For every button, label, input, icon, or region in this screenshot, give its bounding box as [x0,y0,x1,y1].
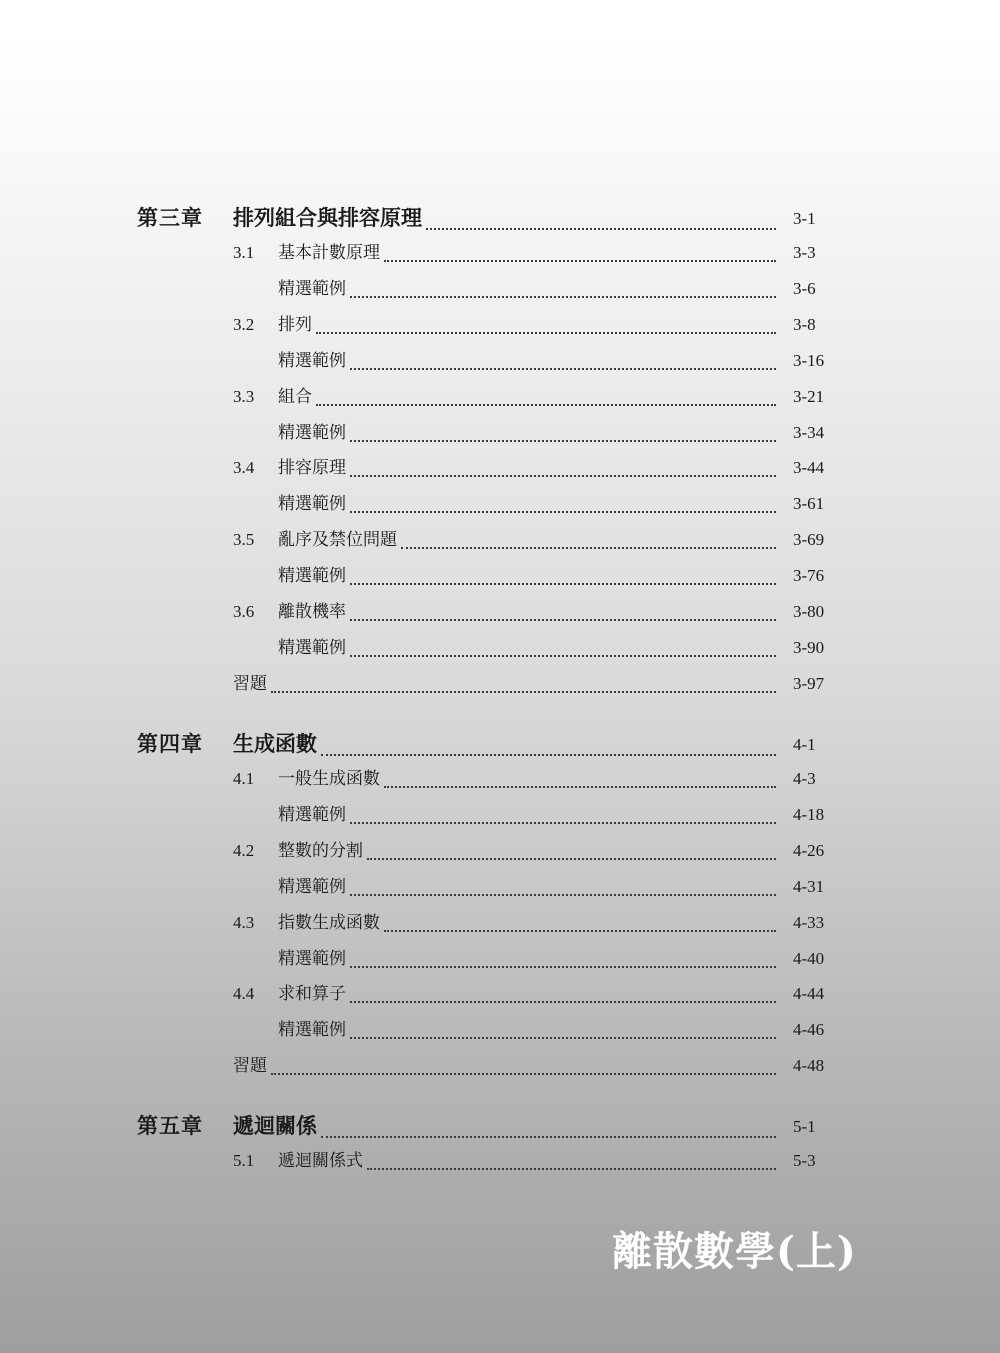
section-row[interactable] [0,597,1000,627]
dot-leader [384,778,776,788]
dot-leader [350,611,776,621]
dot-leader [350,575,776,585]
section-number: 3.5 [233,530,255,550]
entry-title: 組合 [278,386,312,407]
chapter-label: 第五章 [137,1114,203,1138]
dot-leader [316,324,776,334]
dot-leader [367,1160,776,1170]
section-number: 5.1 [233,1151,255,1170]
entry-title: 基本計數原理 [278,243,380,263]
section-number: 4.4 [233,984,255,1004]
examples-row[interactable] [0,800,1000,830]
section-number: 4.2 [233,840,255,860]
page-number: 4-18 [793,804,825,824]
section-row[interactable] [0,525,1000,555]
dot-leader [350,958,776,968]
dot-leader [271,1065,776,1075]
entry-title: 排列 [278,314,312,335]
page-number: 4-46 [793,1020,825,1040]
page-number: 4-33 [793,912,825,932]
dot-leader [350,1029,776,1039]
page-number: 5-1 [793,1117,816,1136]
chapter-title: 排列組合與排容原理 [233,206,422,230]
entry-title: 精選範例 [278,350,346,371]
examples-row[interactable] [0,1015,1000,1045]
examples-row[interactable] [0,418,1000,448]
page-number: 3-80 [793,602,825,621]
section-row[interactable] [0,382,1000,412]
entry-title: 離散機率 [278,602,346,622]
page-number: 3-8 [793,314,816,334]
page-number: 3-6 [793,278,816,298]
section-number: 3.3 [233,386,255,406]
entry-title: 習題 [233,673,267,694]
dot-leader [401,539,776,549]
dot-leader [426,220,776,230]
dot-leader [350,360,776,370]
chapter-row[interactable] [0,1110,1000,1140]
section-number: 3.6 [233,602,255,621]
entry-title: 整數的分割 [278,840,363,861]
section-number: 3.2 [233,314,255,334]
page-number: 3-97 [793,673,825,693]
dot-leader [350,886,776,896]
section-row[interactable] [0,1146,1000,1176]
entry-title: 習題 [233,1056,267,1077]
entry-title: 精選範例 [278,804,346,825]
book-title: 離散數學(上) [612,1228,857,1275]
dot-leader [321,746,776,756]
dot-leader [271,683,776,693]
page-number: 4-44 [793,984,825,1004]
chapter-title: 生成函數 [233,732,317,756]
section-row[interactable] [0,836,1000,866]
entry-title: 精選範例 [278,1020,346,1041]
entry-title: 精選範例 [278,876,346,897]
dot-leader [367,850,776,860]
page-number: 3-3 [793,243,816,262]
page-number: 4-3 [793,769,816,788]
entry-title: 精選範例 [278,494,346,515]
entry-title: 遞迴關係式 [278,1151,363,1171]
examples-row[interactable] [0,872,1000,902]
page-number: 4-1 [793,735,816,754]
dot-leader [350,814,776,824]
entry-title: 精選範例 [278,422,346,443]
page-number: 4-48 [793,1056,825,1076]
dot-leader [350,993,776,1003]
dot-leader [350,647,776,657]
page-number: 3-34 [793,422,825,442]
entry-title: 一般生成函數 [278,769,380,789]
page-number: 3-21 [793,386,825,406]
page-number: 3-90 [793,637,825,657]
entry-title: 求和算子 [278,984,346,1005]
section-row[interactable] [0,979,1000,1009]
section-row[interactable] [0,238,1000,268]
examples-row[interactable] [0,274,1000,304]
dot-leader [384,922,776,932]
entry-title: 亂序及禁位問題 [278,530,397,551]
section-row[interactable] [0,908,1000,938]
exercise-row[interactable] [0,1051,1000,1081]
page-number: 3-61 [793,494,825,514]
examples-row[interactable] [0,633,1000,663]
examples-row[interactable] [0,944,1000,974]
page-number: 3-44 [793,458,825,478]
entry-title: 精選範例 [278,278,346,299]
section-row[interactable] [0,453,1000,483]
section-number: 4.1 [233,769,255,788]
dot-leader [350,432,776,442]
page-number: 3-16 [793,350,825,370]
exercise-row[interactable] [0,669,1000,699]
dot-leader [350,288,776,298]
entry-title: 排容原理 [278,458,346,479]
dot-leader [384,252,776,262]
page-number: 5-3 [793,1151,816,1170]
entry-title: 指數生成函數 [278,912,380,933]
examples-row[interactable] [0,346,1000,376]
chapter-title: 遞迴關係 [233,1114,317,1138]
section-number: 3.4 [233,458,255,478]
page-number: 4-26 [793,840,825,860]
dot-leader [321,1128,776,1138]
entry-title: 精選範例 [278,948,346,969]
dot-leader [316,396,776,406]
dot-leader [350,467,776,477]
entry-title: 精選範例 [278,566,346,587]
section-row[interactable] [0,310,1000,340]
examples-row[interactable] [0,489,1000,519]
chapter-row[interactable] [0,202,1000,232]
chapter-row[interactable] [0,728,1000,758]
dot-leader [350,503,776,513]
page-number: 3-1 [793,209,816,228]
page-number: 3-76 [793,566,825,586]
page-number: 4-31 [793,876,825,896]
entry-title: 精選範例 [278,637,346,658]
examples-row[interactable] [0,561,1000,591]
section-number: 4.3 [233,912,255,932]
section-number: 3.1 [233,243,255,262]
chapter-label: 第四章 [137,732,203,756]
section-row[interactable] [0,764,1000,794]
page-number: 4-40 [793,948,825,968]
chapter-label: 第三章 [137,206,203,230]
page-number: 3-69 [793,530,825,550]
